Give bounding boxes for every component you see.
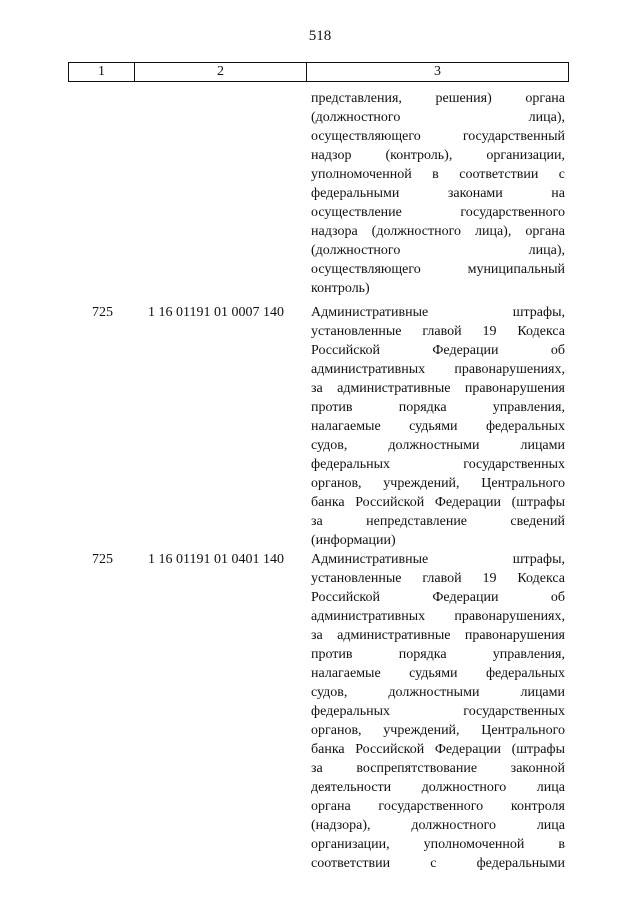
description-line: налагаемые судьями федеральных xyxy=(311,419,565,434)
page-number: 518 xyxy=(308,28,332,44)
description-line: Российской Федерации об xyxy=(311,590,565,605)
description-line: банка Российской Федерации (штрафы xyxy=(311,742,565,757)
description-line: организации, уполномоченной в xyxy=(311,837,565,852)
description-line: налагаемые судьями федеральных xyxy=(311,666,565,681)
description-line: против порядка управления, xyxy=(311,647,565,662)
description-line: федеральных государственных xyxy=(311,457,565,472)
description-line: (надзора), должностного лица xyxy=(311,818,565,833)
description-line: осуществляющего муниципальный xyxy=(311,262,565,277)
description-line: контроль) xyxy=(311,281,370,296)
admin-code: 725 xyxy=(92,552,113,567)
description-line: уполномоченной в соответствии с xyxy=(311,167,565,182)
description-line: органа государственного контроля xyxy=(311,799,565,814)
description-line: федеральных государственных xyxy=(311,704,565,719)
description-line: за административные правонарушения xyxy=(311,381,565,396)
description-line: против порядка управления, xyxy=(311,400,565,415)
description xyxy=(311,89,565,298)
description-line: осуществление государственного xyxy=(311,205,565,220)
description-line: органов, учреждений, Центрального xyxy=(311,723,565,738)
budget-code: 1 16 01191 01 0007 140 xyxy=(148,305,284,320)
description-line: деятельности должностного лица xyxy=(311,780,565,795)
admin-code: 725 xyxy=(92,305,113,320)
description-line: судов, должностными лицами xyxy=(311,685,565,700)
description xyxy=(311,550,565,873)
description-line: Административные штрафы, xyxy=(311,552,565,567)
description-line: представления, решения) органа xyxy=(311,91,565,106)
description-line: осуществляющего государственный xyxy=(311,129,565,144)
description-line: судов, должностными лицами xyxy=(311,438,565,453)
description-line: за административные правонарушения xyxy=(311,628,565,643)
description-line: (должностного лица), xyxy=(311,110,565,125)
description-line: надзор (контроль), организации, xyxy=(311,148,565,163)
description-line: Административные штрафы, xyxy=(311,305,565,320)
description-line: административных правонарушениях, xyxy=(311,362,565,377)
description xyxy=(311,303,565,550)
description-line: административных правонарушениях, xyxy=(311,609,565,624)
description-line: федеральными законами на xyxy=(311,186,565,201)
description-line: установленные главой 19 Кодекса xyxy=(311,324,565,339)
description-line: (должностного лица), xyxy=(311,243,565,258)
description-line: Российской Федерации об xyxy=(311,343,565,358)
header-col-1: 1 xyxy=(69,63,135,81)
budget-code: 1 16 01191 01 0401 140 xyxy=(148,552,284,567)
table-header xyxy=(68,62,569,82)
description-line: за воспрепятствование законной xyxy=(311,761,565,776)
description-line: установленные главой 19 Кодекса xyxy=(311,571,565,586)
description-line: банка Российской Федерации (штрафы xyxy=(311,495,565,510)
description-line: (информации) xyxy=(311,533,396,548)
description-line: за непредставление сведений xyxy=(311,514,565,529)
description-line: соответствии с федеральными xyxy=(311,856,565,871)
header-col-2: 2 xyxy=(135,63,307,81)
header-col-3: 3 xyxy=(434,64,441,79)
description-line: надзора (должностного лица), органа xyxy=(311,224,565,239)
description-line: органов, учреждений, Центрального xyxy=(311,476,565,491)
